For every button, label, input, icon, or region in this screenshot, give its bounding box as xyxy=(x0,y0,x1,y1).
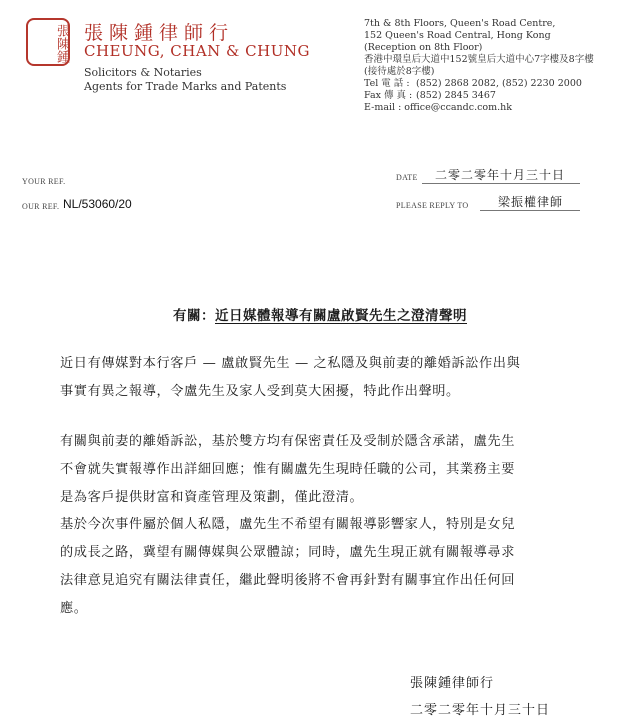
tel-label: Tel 電 話 : xyxy=(364,78,410,89)
signature-date: 二零二零年十月三十日 xyxy=(410,703,551,718)
firm-name-chinese: 張陳鍾律師行 xyxy=(84,22,235,44)
address-line: (Reception on 8th Floor) xyxy=(364,42,483,53)
paragraph-line: 應。 xyxy=(60,601,88,616)
your-ref-label: YOUR REF. xyxy=(22,177,66,186)
paragraph-line: 事實有異之報導，令盧先生及家人受到莫大困擾，特此作出聲明。 xyxy=(60,384,460,399)
date-value: 二零二零年十月三十日 xyxy=(434,168,565,182)
firm-name-english: CHEUNG, CHAN & CHUNG xyxy=(84,42,310,60)
our-ref-label: OUR REF. xyxy=(22,202,60,211)
tel-row xyxy=(364,78,594,90)
paragraph-3 xyxy=(60,511,620,623)
date-label: DATE xyxy=(396,173,418,182)
signature-firm: 張陳鍾律師行 xyxy=(410,676,495,691)
paragraph-line: 基於今次事件屬於個人私隱，盧先生不希望有關報導影響家人，特別是女兒 xyxy=(60,517,515,532)
tel-value: (852) 2868 2082, (852) 2230 2000 xyxy=(416,78,582,89)
letter-subject xyxy=(0,304,640,324)
fax-value: (852) 2845 3467 xyxy=(416,90,496,101)
address-line: (接待處於8字樓) xyxy=(364,66,435,77)
email-label: E-mail : xyxy=(364,102,402,113)
email-value: office@ccandc.com.hk xyxy=(404,102,513,113)
firm-subtitle-agents: Agents for Trade Marks and Patents xyxy=(84,80,287,93)
paragraph-line: 有關與前妻的離婚訴訟，基於雙方均有保密責任及受制於隱含承諾，盧先生 xyxy=(60,434,515,449)
firm-address-block xyxy=(364,18,594,114)
address-line: 7th & 8th Floors, Queen's Road Centre, xyxy=(364,18,556,29)
date-underline xyxy=(422,183,580,184)
subject-text: 近日媒體報導有關盧啟賢先生之澄清聲明 xyxy=(215,308,467,324)
paragraph-line: 是為客戶提供財富和資產管理及策劃，僅此澄清。 xyxy=(60,490,364,505)
our-ref-value: NL/53060/20 xyxy=(63,197,132,211)
email-row xyxy=(364,102,594,114)
reply-to-value: 梁振權律師 xyxy=(498,195,564,209)
firm-seal-logo: 張陳鍾 xyxy=(26,18,70,66)
paragraph-line: 的成長之路，冀望有關傳媒與公眾體諒；同時，盧先生現正就有關報導尋求 xyxy=(60,545,515,560)
paragraph-line: 不會就失實報導作出詳細回應；惟有關盧先生現時任職的公司，其業務主要 xyxy=(60,462,515,477)
paragraph-line: 近日有傳媒對本行客戶 — 盧啟賢先生 — 之私隱及與前妻的離婚訴訟作出與 xyxy=(60,356,521,371)
reply-to-label: PLEASE REPLY TO xyxy=(396,201,469,210)
firm-subtitle-solicitors: Solicitors & Notaries xyxy=(84,66,202,79)
subject-prefix: 有關： xyxy=(173,308,215,324)
reply-to-underline xyxy=(480,210,580,211)
address-line: 香港中環皇后大道中152號皇后大道中心7字樓及8字樓 xyxy=(364,54,594,65)
fax-row xyxy=(364,90,594,102)
fax-label: Fax 傳 真 : xyxy=(364,90,413,101)
paragraph-1 xyxy=(60,350,620,406)
address-line: 152 Queen's Road Central, Hong Kong xyxy=(364,30,551,41)
paragraph-2 xyxy=(60,428,620,512)
paragraph-line: 法律意見追究有關法律責任，繼此聲明後將不會再針對有關事宜作出任何回 xyxy=(60,573,515,588)
